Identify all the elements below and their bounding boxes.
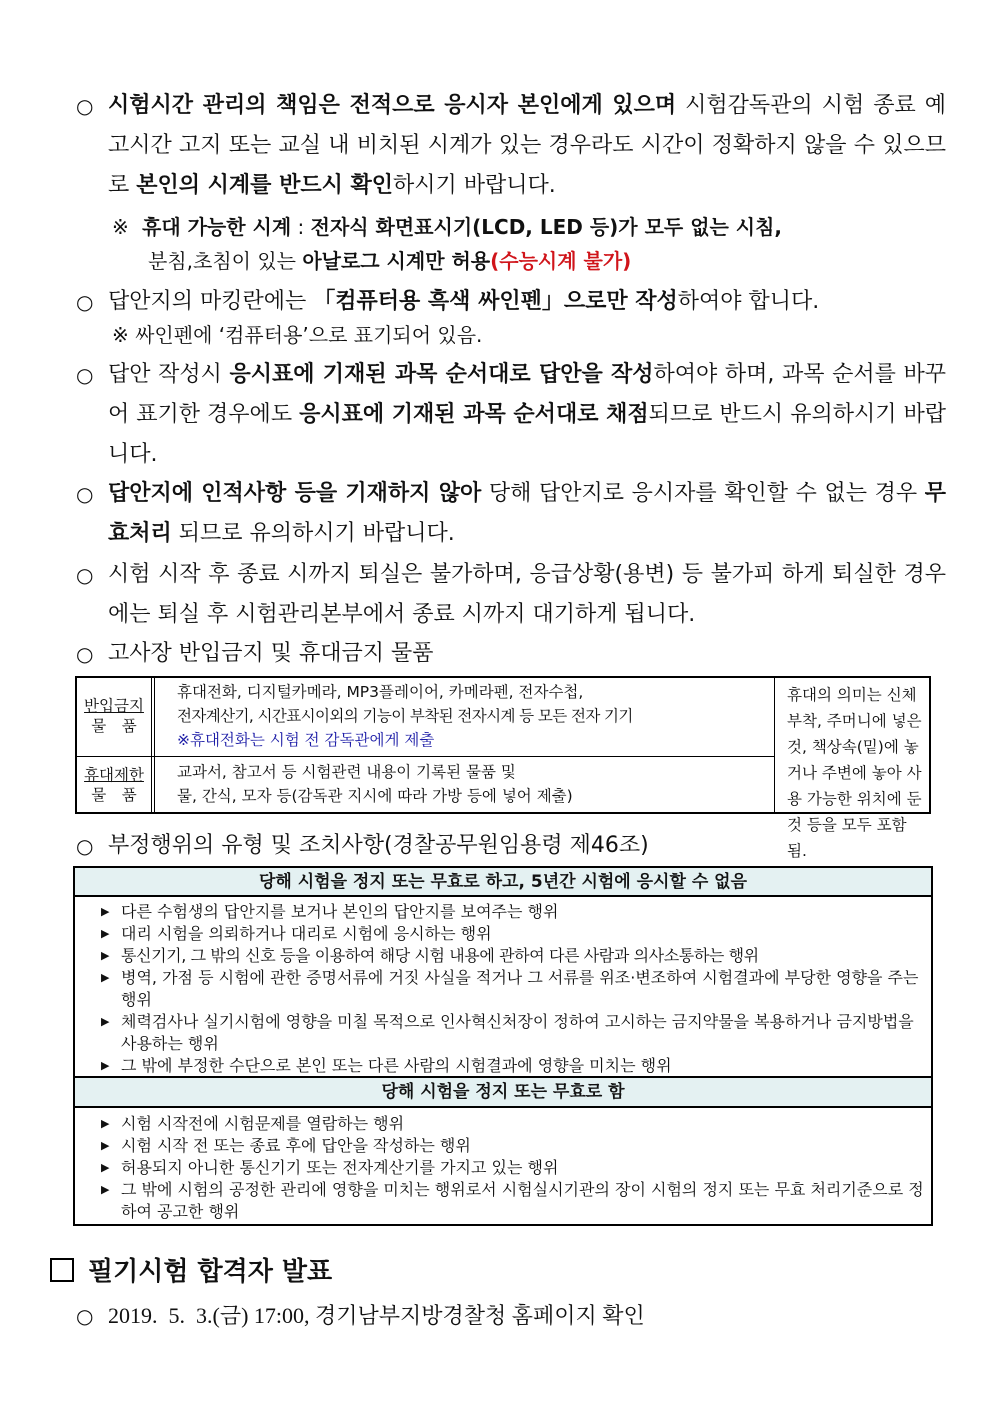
- emphasis-text: 무효처리: [108, 481, 947, 546]
- circle-bullet-icon: ○: [76, 94, 94, 118]
- circle-bullet-icon: ○: [76, 834, 94, 858]
- paragraph-sign-pen: [76, 282, 946, 322]
- body-text: 답안 작성시: [108, 362, 230, 387]
- paragraph-personal-info: [76, 474, 946, 554]
- carry-definition-note: 휴대의 의미는 신체부착, 주머니에 넣은 것, 책상속(밑)에 놓거나 주변에 놓아 사용 가능한 위치에 둔 것 등을 모두 포함 됨.: [774, 678, 931, 812]
- circle-bullet-icon: ○: [76, 482, 94, 506]
- row-label-banned: [77, 678, 155, 756]
- list-item: ▶ 시험 시작전에 시험문제를 열람하는 행위: [101, 1113, 931, 1135]
- list-item: ▶ 허용되지 아니한 통신기기 또는 전자계산기를 가지고 있는 행위: [101, 1157, 931, 1179]
- note-label: 휴대 가능한 시계: [142, 215, 292, 239]
- circle-bullet-icon: ○: [76, 363, 94, 387]
- emphasis-text: 「컴퓨터용 흑색 싸인펜」으로만 작성: [313, 289, 678, 314]
- emphasis-text: 본인의 시계를 반드시 확인: [136, 173, 394, 198]
- label-top: 반입금지: [84, 697, 144, 715]
- row-content-banned: [161, 680, 771, 752]
- paragraph-misconduct-title: [76, 826, 946, 866]
- content-line: 교과서, 참고서 등 시험관련 내용이 기록된 물품 및: [177, 763, 516, 781]
- square-bullet-icon: [50, 1258, 74, 1282]
- circle-bullet-icon: ○: [76, 1304, 94, 1328]
- label-bottom: 물 품: [91, 717, 137, 735]
- content-line: 휴대전화, 디지털카메라, MP3플레이어, 카메라펜, 전자수첩,: [177, 683, 584, 701]
- label-top: 휴대제한: [84, 766, 144, 784]
- section-subtitle: 부정행위의 유형 및 조치사항(경찰공무원임용령 제46조): [108, 833, 649, 858]
- body-text: 고사장 반입금지 및 휴대금지 물품: [108, 641, 434, 666]
- emphasis-text: 시험시간 관리의 책임은 전적으로 응시자 본인에게 있으며: [108, 93, 677, 118]
- label-bottom: 물 품: [91, 786, 137, 804]
- list-5-year-ban: [75, 901, 931, 1077]
- emphasis-text: 응시표에 기재된 과목 순서대로 답안을 작성: [229, 362, 654, 387]
- content-line: 전자계산기, 시간표시이외의 기능이 부착된 전자시계 등 모든 전자 기기: [177, 707, 633, 725]
- note-text: 분침,초침이 있는: [148, 249, 303, 273]
- body-text: 하시기 바랍니다.: [393, 173, 556, 198]
- note-allowed-watch: [112, 210, 948, 278]
- paragraph-announcement-date: [76, 1296, 946, 1336]
- circle-bullet-icon: ○: [76, 642, 94, 666]
- body-text: 되므로 유의하시기 바랍니다.: [171, 521, 455, 546]
- body-text: 답안지의 마킹란에는: [108, 289, 314, 314]
- reference-mark-icon: ※: [112, 215, 129, 239]
- row-content-restricted: [161, 760, 771, 808]
- announcement-text: 2019. 5. 3.(금) 17:00, 경기남부지방경찰청 홈페이지 확인: [108, 1303, 645, 1328]
- list-item: ▶ 다른 수험생의 답안지를 보거나 본인의 답안지를 보여주는 행위: [101, 901, 931, 923]
- body-text: 하여야 합니다.: [677, 289, 820, 314]
- table-header-void: 당해 시험을 정지 또는 무효로 함: [75, 1076, 931, 1108]
- note-condition: 전자식 화면표시기(LCD, LED 등)가 모두 없는 시침,: [310, 215, 783, 239]
- note-separator: :: [291, 215, 311, 239]
- body-text: 하여야 하며, 과목 순서를 바꾸어 표기한 경우에도: [108, 362, 947, 427]
- row-label-restricted: [77, 757, 155, 812]
- list-item: ▶ 대리 시험을 의뢰하거나 대리로 시험에 응시하는 행위: [101, 923, 931, 945]
- note-emphasis: 아날로그 시계만 허용: [302, 249, 491, 273]
- list-item: ▶ 그 밖에 부정한 수단으로 본인 또는 다른 사람의 시험결과에 영향을 미치는 행위: [101, 1055, 931, 1077]
- paragraph-time-responsibility: [76, 86, 946, 206]
- table-header-5-year-ban: 당해 시험을 정지 또는 무효로 하고, 5년간 시험에 응시할 수 없음: [75, 868, 931, 897]
- circle-bullet-icon: ○: [76, 563, 94, 587]
- list-item: ▶ 체력검사나 실기시험에 영향을 미칠 목적으로 인사혁신처장이 정하여 고시하는 금지약물을 복용하거나 금지방법을 사용하는 행위: [101, 1011, 931, 1055]
- paragraph-subject-order: [76, 355, 946, 475]
- paragraph-leaving-room: [76, 555, 946, 635]
- misconduct-table: [73, 866, 933, 1226]
- circle-bullet-icon: ○: [76, 290, 94, 314]
- list-item: ▶ 통신기기, 그 밖의 신호 등을 이용하여 해당 시험 내용에 관하여 다른 사람과 의사소통하는 행위: [101, 945, 931, 967]
- section-title-text: 필기시험 합격자 발표: [88, 1257, 333, 1287]
- body-text: 시험 시작 후 종료 시까지 퇴실은 불가하며, 응급상황(용변) 등 불가피 하게 퇴실한 경우에는 퇴실 후 시험관리본부에서 종료 시까지 대기하게 됩니다.: [108, 562, 946, 627]
- list-item: ▶ 시험 시작 전 또는 종료 후에 답안을 작성하는 행위: [101, 1135, 931, 1157]
- note-warning-red: (수능시계 불가): [490, 249, 632, 273]
- list-item: ▶ 병역, 가점 등 시험에 관한 증명서류에 거짓 사실을 적거나 그 서류를 위조·변조하여 시험결과에 부당한 영향을 주는 행위: [101, 967, 931, 1011]
- list-item: ▶ 그 밖에 시험의 공정한 관리에 영향을 미치는 행위로서 시험실시기관의 장이 시험의 정지 또는 무효 처리기준으로 정하여 공고한 행위: [101, 1179, 931, 1223]
- list-void: [75, 1113, 931, 1223]
- emphasis-text: 응시표에 기재된 과목 순서대로 채점: [299, 402, 649, 427]
- content-line: 물, 간식, 모자 등(감독관 지시에 따라 가방 등에 넣어 제출): [177, 787, 573, 805]
- phone-submit-note: ※휴대전화는 시험 전 감독관에게 제출: [177, 731, 435, 749]
- note-sign-pen: ※ 싸인펜에 ‘컴퓨터용’으로 표기되어 있음.: [112, 323, 483, 347]
- paragraph-prohibited-items: [76, 634, 946, 674]
- emphasis-text: 답안지에 인적사항 등을 기재하지 않아: [108, 481, 482, 506]
- section-title-announcement: [50, 1252, 332, 1292]
- body-text: 시험감독관의 시험 종료 예고시간 고지 또는 교실 내 비치된 시계가 있는 경우라도 시간이 정확하지 않을 수 있으므로: [108, 93, 946, 198]
- body-text: 되므로 반드시 유의하시기 바랍니다.: [108, 402, 946, 467]
- body-text: 당해 답안지로 응시자를 확인할 수 없는 경우: [481, 481, 925, 506]
- row-divider: [77, 756, 774, 757]
